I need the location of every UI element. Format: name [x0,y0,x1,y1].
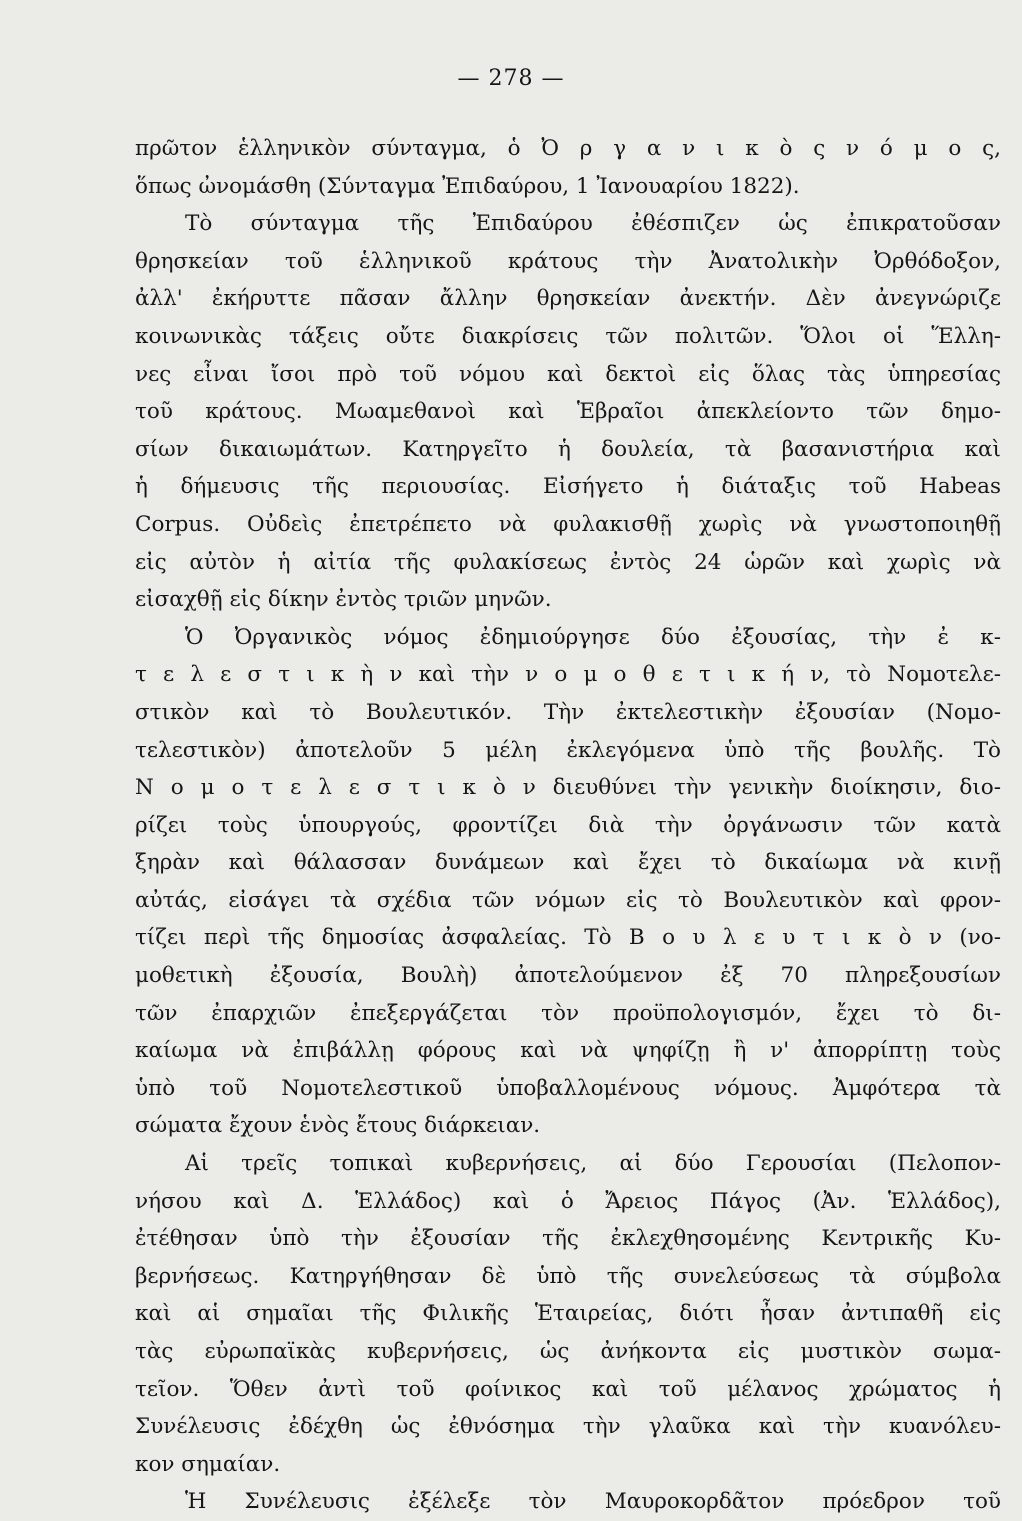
text-line: κοινωνικὰς τάξεις οὔτε διακρίσεις τῶν πολιτῶν. Ὅλοι οἱ Ἕλλη- [135,323,1001,349]
text-line: τεῖον. Ὅθεν ἀντὶ τοῦ φοίνικος καὶ τοῦ μέλανος χρώματος ἡ [135,1376,1001,1402]
text-line: τὰς εὐρωπαϊκὰς κυβερνήσεις, ὡς ἀνήκοντα εἰς μυστικὸν σωμα- [135,1339,1001,1364]
text-line: σίων δικαιωμάτων. Κατηργεῖτο ἡ δουλεία, τὰ βασανιστήρια καὶ [135,436,1001,462]
text-line: βερνήσεως. Κατηργήθησαν δὲ ὑπὸ τῆς συνελεύσεως τὰ σύμβολα [135,1263,1001,1289]
text-line: νήσου καὶ Δ. Ἑλλάδος) καὶ ὁ Ἄρειος Πάγος (Ἀν. Ἑλλάδος), [135,1188,1001,1214]
text-line: θρησκείαν τοῦ ἑλληνικοῦ κράτους τὴν Ἀνατολικὴν Ὀρθόδοξον, [135,248,1001,274]
text-line: Συνέλευσις ἐδέχθη ὡς ἐθνόσημα τὴν γλαῦκα καὶ τὴν κυανόλευ- [135,1414,1001,1440]
text-line: τοῦ κράτους. Μωαμεθανοὶ καὶ Ἑβραῖοι ἀπεκλείοντο τῶν δημο- [135,399,1001,425]
text-line: τελεστικὸν) ἀποτελοῦν 5 μέλη ἐκλεγόμενα ὑπὸ τῆς βουλῆς. Τὸ [135,737,1001,763]
text-line: σώματα ἔχουν ἑνὸς ἔτους διάρκειαν. [135,1113,541,1139]
text-line: τῶν ἐπαρχιῶν ἐπεξεργάζεται τὸν προϋπολογισμόν, ἔχει τὸ δι- [135,1000,1001,1026]
text-line: ὅπως ὠνομάσθη (Σύνταγμα Ἐπιδαύρου, 1 Ἰανουαρίου 1822). [135,173,800,199]
text-line: μοθετικὴ ἐξουσία, Βουλὴ) ἀποτελούμενον ἐξ 70 πληρεξουσίων [135,963,1001,989]
text-line: Ν ο μ ο τ ε λ ε σ τ ι κ ὸ ν διευθύνει τὴν γενικὴν διοίκησιν, διο- [135,775,1001,801]
text-line: στικὸν καὶ τὸ Βουλευτικόν. Τὴν ἐκτελεστικὴν ἐξουσίαν (Νομο- [135,699,1001,725]
page-number: — 278 — [457,66,565,91]
text-line: ἐτέθησαν ὑπὸ τὴν ἐξουσίαν τῆς ἐκλεχθησομένης Κεντρικῆς Κυ- [135,1226,1001,1252]
text-line: ρίζει τοὺς ὑπουργούς, φροντίζει διὰ τὴν ὀργάνωσιν τῶν κατὰ [135,812,1001,838]
text-line: πρῶτον ἑλληνικὸν σύνταγμα, ὁ Ὀ ρ γ α ν ι κ ὸ ς ν ό μ ο ς, [135,136,1001,161]
text-line: εἰσαχθῇ εἰς δίκην ἐντὸς τριῶν μηνῶν. [135,587,552,613]
text-line: τ ε λ ε σ τ ι κ ὴ ν καὶ τὴν ν ο μ ο θ ε τ ι κ ή ν, τὸ Νομοτελε- [135,662,1001,688]
text-line: νες εἶναι ἴσοι πρὸ τοῦ νόμου καὶ δεκτοὶ εἰς ὅλας τὰς ὑπηρεσίας [135,361,1001,387]
text-line: Τὸ σύνταγμα τῆς Ἐπιδαύρου ἐθέσπιζεν ὡς ἐπικρατοῦσαν [185,211,1001,237]
text-line: Corpus. Οὐδεὶς ἐπετρέπετο νὰ φυλακισθῇ χωρὶς νὰ γνωστοποιηθῇ [135,511,1001,537]
text-line: εἰς αὐτὸν ἡ αἰτία τῆς φυλακίσεως ἐντὸς 24 ὡρῶν καὶ χωρὶς νὰ [135,549,1001,575]
text-line: ἀλλ' ἐκήρυττε πᾶσαν ἄλλην θρησκείαν ἀνεκτήν. Δὲν ἀνεγνώριζε [135,286,1001,312]
text-line: καίωμα νὰ ἐπιβάλλῃ φόρους καὶ νὰ ψηφίζῃ ἢ ν' ἀπορρίπτῃ τοὺς [135,1038,1001,1064]
text-line: ἡ δήμευσις τῆς περιουσίας. Εἰσήγετο ἡ διάταξις τοῦ Habeas [135,474,1001,500]
text-line: Αἱ τρεῖς τοπικαὶ κυβερνήσεις, αἱ δύο Γερουσίαι (Πελοπον- [185,1151,1001,1177]
text-line: κον σημαίαν. [135,1451,281,1477]
text-line: αὐτάς, εἰσάγει τὰ σχέδια τῶν νόμων εἰς τὸ Βουλευτικὸν καὶ φρον- [135,887,1001,913]
text-line: ξηρὰν καὶ θάλασσαν δυνάμεων καὶ ἔχει τὸ δικαίωμα νὰ κινῇ [135,850,1001,876]
text-line: καὶ αἱ σημαῖαι τῆς Φιλικῆς Ἑταιρείας, διότι ἦσαν ἀντιπαθῆ εἰς [135,1301,1001,1327]
text-line: Ὁ Ὀργανικὸς νόμος ἐδημιούργησε δύο ἐξουσίας, τὴν ἐ κ- [185,624,1001,650]
text-line: ὑπὸ τοῦ Νομοτελεστικοῦ ὑποβαλλομένους νόμους. Ἀμφότερα τὰ [135,1075,1001,1101]
text-line: τίζει περὶ τῆς δημοσίας ἀσφαλείας. Τὸ Β ο υ λ ε υ τ ι κ ὸ ν (νο- [135,925,1001,951]
text-line: Ἡ Συνέλευσις ἐξέλεξε τὸν Μαυροκορδᾶτον πρόεδρον τοῦ [185,1489,1001,1515]
body-text [135,130,1001,1521]
